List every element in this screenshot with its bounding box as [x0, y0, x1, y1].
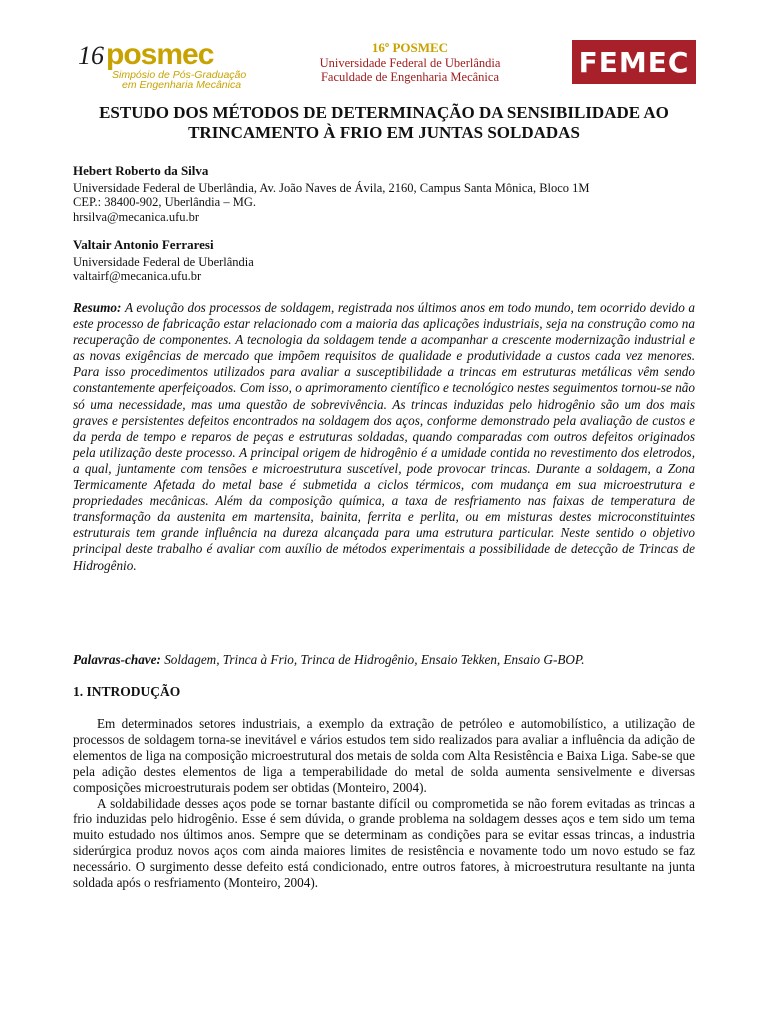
faculty-name: Faculdade de Engenharia Mecânica: [320, 70, 500, 84]
author-address: CEP.: 38400-902, Uberlândia – MG.: [73, 195, 256, 209]
conference-name: 16º POSMEC: [371, 40, 449, 55]
abstract: [73, 300, 695, 574]
femec-logo: FEMEC: [572, 40, 696, 84]
body-text: [73, 716, 695, 891]
university-name: Universidade Federal de Uberlândia: [319, 56, 501, 70]
author-name: Hebert Roberto da Silva: [73, 163, 209, 178]
conference-heading: [290, 40, 530, 84]
logo-subtitle-1: Simpósio de Pós-Graduação: [112, 69, 247, 81]
abstract-text: A evolução dos processos de soldagem, registrada nos últimos anos em todo mundo, tem ocorrido devido a este processo de fabricação estar relacionado com a maioria das aplicações industriais, seja na construção como na recuperação de componentes. A tecnologia da soldagem tende a acompanhar a crescente modernização industrial e as novas exigências de mercado que impõem requisitos de qualidade e produtividade a custos cada vez menores. Para isso procedimentos utilizados para avaliar a susceptibilidade a trincas em estruturas metálicas vêm sendo constantemente aperfeiçoados. Com isso, o aprimoramento científico e tecnológico nestes seguimentos tornou-se não só uma necessidade, mas uma questão de sobrevivência. As trincas induzidas pelo hidrogênio são um dos mais graves e persistentes defeitos encontrados na soldagem dos aços, conforme demonstrado pela avaliação de custos e da perda de tempo e reparos de peças e estruturas soldadas, quando comparadas com outros defeitos originados pela utilização deste processo. A principal origem de hidrogênio é a umidade contida no revestimento dos eletrodos, a qual, juntamente com tensões e microestrutura suscetível, pode provocar trincas. Durante a soldagem, a Zona Termicamente Afetada do metal base é submetida a ciclos térmicos, com mudança em sua microestrutura e propriedades mecânicas. Além da composição química, a taxa de resfriamento nas faixas de temperatura de transformação da austenita em martensita, bainita, ferrita e perlita, ou em misturas destes microconstituintes estruturais tem grande influência na dureza alcançada para uma estrutura particular. Neste sentido o objetivo principal deste trabalho é avaliar com auxílio de métodos experimentais a possibilidade de detecção de Trincas de Hidrogênio.: [73, 300, 696, 573]
paragraph: Em determinados setores industriais, a exemplo da extração de petróleo e automobilístico, a utilização de processos de soldagem torna-se inevitável e vários estudos tem sido realizados para avaliar a influência da adição de elementos de liga na composição microestrutural dos metais de solda com Alta Resistência e Baixa Liga. Sabe-se que pela adição destes elementos de liga a temperabilidade do metal de solda aumenta sensivelmente e diversas composições microestruturais podem ser obtidas (Monteiro, 2004).: [73, 716, 695, 795]
logo-word: posmec: [106, 38, 214, 71]
author-affiliation: Universidade Federal de Uberlândia: [73, 254, 254, 269]
logo-number: 16: [78, 41, 104, 70]
keywords-text: Soldagem, Trinca à Frio, Trinca de Hidrogênio, Ensaio Tekken, Ensaio G-BOP.: [164, 652, 585, 667]
author-block: [73, 238, 254, 284]
paragraph: A soldabilidade desses aços pode se tornar bastante difícil ou comprometida se não forem evitadas as trincas a frio induzidas pelo hidrogênio. Esse é sem dúvida, o grande problema na soldagem desses aços e tem sido um tema muito estudado nos últimos anos. Sempre que se determinam as condições para se evitar essas trincas, a industria siderúrgica produz novos aços com ainda maiores limites de resistência e novamente todo um novo estudo se faz necessário. O surgimento desse defeito está condicionado, entre outros fatores, à microestrutura resultante na junta soldada após o resfriamento (Monteiro, 2004).: [73, 795, 695, 891]
logo-subtitle-2: em Engenharia Mecânica: [122, 79, 242, 90]
keywords: [73, 652, 713, 668]
paper-title: ESTUDO DOS MÉTODOS DE DETERMINAÇÃO DA SENSIBILIDADE AO TRINCAMENTO À FRIO EM JUNTAS SOLDADAS: [99, 103, 669, 142]
abstract-label: Resumo:: [73, 300, 125, 315]
section-heading: 1. INTRODUÇÃO: [73, 684, 181, 699]
page-header: [0, 0, 768, 100]
author-name: Valtair Antonio Ferraresi: [73, 237, 214, 252]
author-affiliation: Universidade Federal de Uberlândia, Av. João Naves de Ávila, 2160, Campus Santa Mônica, Bloco 1M: [73, 180, 590, 195]
posmec-logo: [78, 34, 268, 90]
author-block: [73, 164, 590, 224]
author-email: valtairf@mecanica.ufu.br: [73, 269, 202, 283]
author-email: hrsilva@mecanica.ufu.br: [73, 209, 200, 224]
keywords-label: Palavras-chave:: [73, 652, 165, 667]
